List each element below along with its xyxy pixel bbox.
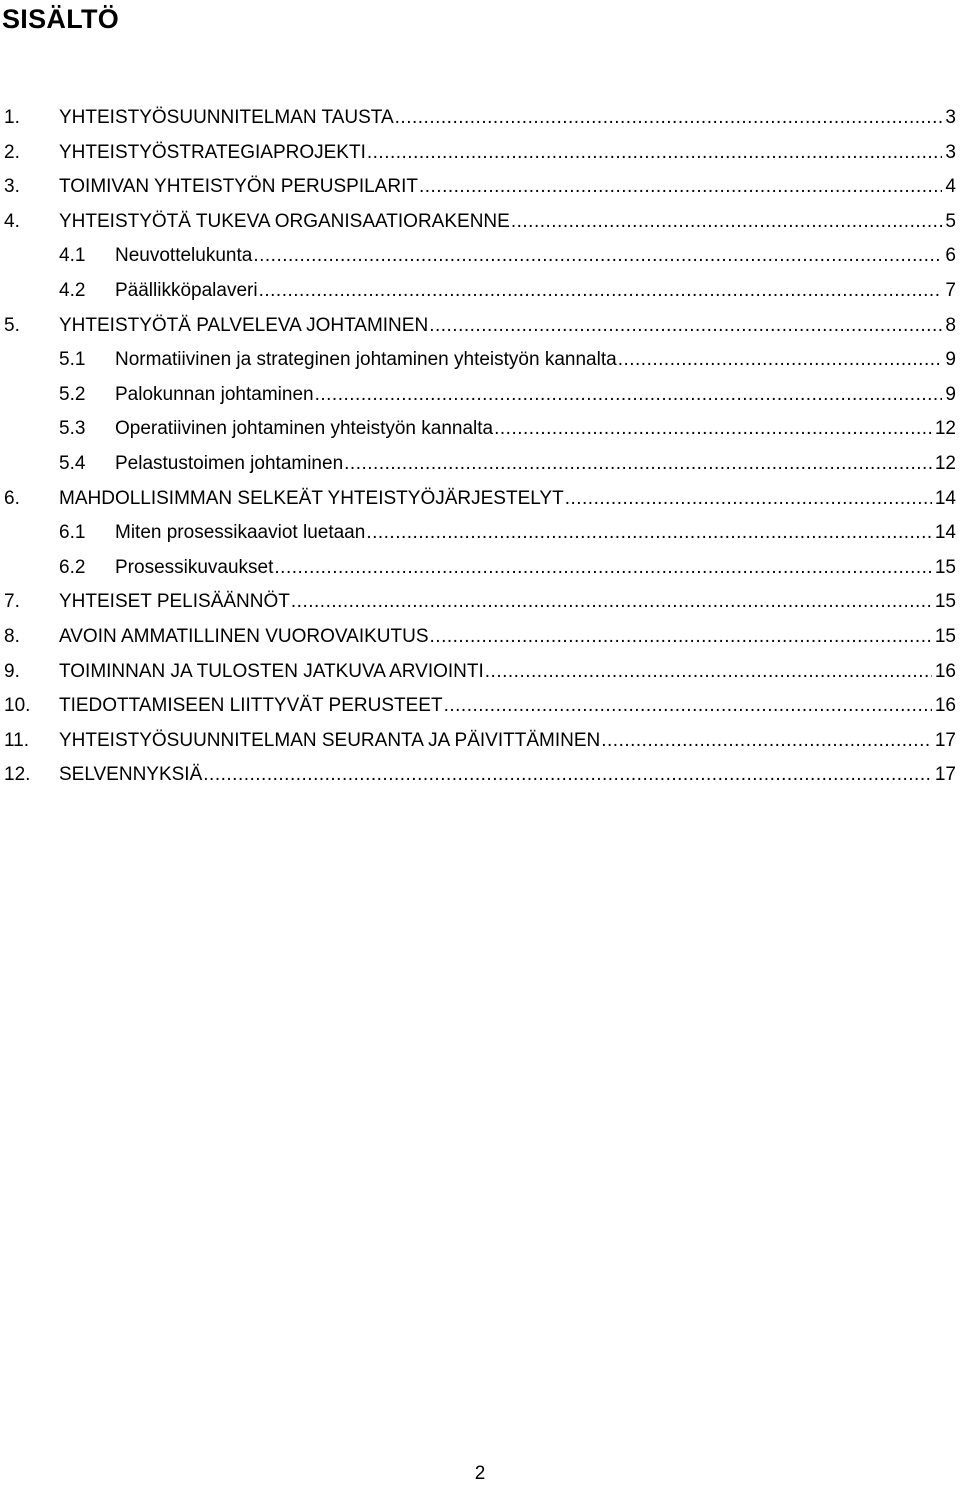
toc-entry[interactable]	[0, 761, 960, 796]
toc-dot-leader	[315, 381, 943, 409]
toc-entry[interactable]	[0, 658, 960, 693]
table-of-contents	[0, 104, 960, 796]
toc-entry-page: 3	[945, 107, 956, 128]
toc-entry-label: Pelastustoimen johtaminen	[115, 452, 344, 474]
toc-entry-page: 9	[945, 349, 956, 371]
toc-entry-number: 5.	[4, 314, 20, 336]
toc-entry-label: YHTEISTYÖSUUNNITELMAN SEURANTA JA PÄIVITTÄMINEN	[59, 729, 601, 751]
toc-dot-leader	[395, 104, 943, 132]
toc-entry-line	[115, 381, 956, 409]
toc-entry[interactable]	[0, 312, 960, 347]
toc-entry-page: 15	[934, 556, 956, 578]
toc-entry-page: 15	[934, 625, 956, 647]
toc-entry-line	[59, 692, 956, 720]
toc-entry-line	[115, 346, 956, 374]
toc-entry[interactable]	[0, 242, 960, 277]
toc-dot-leader	[618, 346, 943, 374]
toc-dot-leader	[511, 208, 943, 236]
toc-entry-page: 9	[945, 383, 956, 405]
toc-entry[interactable]	[0, 692, 960, 727]
toc-entry-page: 7	[945, 279, 956, 301]
toc-entry-number: 5.3	[59, 418, 86, 440]
toc-entry-number: 4.1	[59, 245, 86, 267]
toc-entry-label: Operatiivinen johtaminen yhteistyön kannalta	[115, 418, 494, 440]
toc-entry-line	[59, 658, 956, 686]
page-number: 2	[474, 1463, 486, 1484]
toc-entry[interactable]	[0, 104, 960, 139]
toc-entry-page: 4	[945, 176, 956, 198]
toc-entry[interactable]	[0, 588, 960, 623]
toc-dot-leader	[419, 173, 942, 201]
toc-entry-number: 4.2	[59, 279, 86, 301]
toc-entry-page: 5	[945, 210, 956, 232]
toc-entry-number: 3.	[4, 176, 20, 198]
toc-entry-number: 4.	[4, 210, 20, 232]
toc-entry-line	[115, 242, 956, 270]
toc-entry-number: 11.	[4, 729, 30, 751]
toc-entry-label: Palokunnan johtaminen	[115, 383, 314, 405]
toc-entry-label: YHTEISET PELISÄÄNNÖT	[59, 591, 290, 613]
toc-dot-leader	[259, 277, 943, 305]
toc-entry-label: Normatiivinen ja strateginen johtaminen yhteistyön kannalta	[115, 349, 617, 371]
toc-entry-line	[59, 623, 956, 651]
toc-entry-line	[59, 139, 956, 167]
toc-entry-page: 14	[934, 522, 956, 544]
toc-entry-line	[59, 173, 956, 201]
toc-entry-page: 14	[934, 487, 956, 509]
toc-entry-number: 5.4	[59, 452, 86, 474]
toc-dot-leader	[430, 623, 932, 651]
toc-entry-line	[59, 727, 956, 755]
toc-entry-number: 1.	[4, 107, 20, 128]
toc-entry-line	[59, 485, 956, 513]
toc-entry[interactable]	[0, 173, 960, 208]
toc-entry-number: 6.1	[59, 522, 86, 544]
toc-entry-label: TOIMINNAN JA TULOSTEN JATKUVA ARVIOINTI	[59, 660, 484, 682]
toc-entry-number: 12.	[4, 764, 31, 786]
toc-entry-number: 5.1	[59, 349, 86, 371]
toc-entry-page: 16	[934, 660, 956, 682]
toc-entry[interactable]	[0, 277, 960, 312]
toc-entry-number: 2.	[4, 141, 20, 163]
toc-entry-number: 6.2	[59, 556, 86, 578]
toc-dot-leader	[274, 554, 931, 582]
toc-dot-leader	[565, 485, 932, 513]
toc-entry-page: 8	[945, 314, 956, 336]
toc-entry-line	[115, 415, 956, 443]
toc-dot-leader	[253, 242, 942, 270]
toc-entry-line	[115, 450, 956, 478]
toc-dot-leader	[366, 519, 932, 547]
toc-entry-number: 5.2	[59, 383, 86, 405]
toc-dot-leader	[494, 415, 932, 443]
page-title: SISÄLTÖ	[2, 4, 120, 34]
toc-entry-number: 10.	[4, 695, 31, 717]
toc-entry-line	[59, 761, 956, 789]
toc-entry-page: 3	[945, 141, 956, 163]
toc-dot-leader	[444, 692, 932, 720]
toc-entry-line	[115, 554, 956, 582]
toc-entry-page: 17	[934, 729, 956, 751]
toc-entry-label: MAHDOLLISIMMAN SELKEÄT YHTEISTYÖJÄRJESTELYT	[59, 487, 564, 509]
toc-entry[interactable]	[0, 139, 960, 174]
toc-entry[interactable]	[0, 415, 960, 450]
toc-entry-line	[59, 588, 956, 616]
toc-entry[interactable]	[0, 623, 960, 658]
toc-entry-page: 12	[934, 452, 956, 474]
toc-entry-line	[59, 208, 956, 236]
toc-entry-label: Päällikköpalaveri	[115, 279, 258, 301]
toc-entry-label: SELVENNYKSIÄ	[59, 764, 203, 786]
toc-entry[interactable]	[0, 381, 960, 416]
toc-entry[interactable]	[0, 208, 960, 243]
toc-entry-label: YHTEISTYÖSUUNNITELMAN TAUSTA	[59, 107, 394, 128]
toc-entry-page: 17	[934, 764, 956, 786]
toc-entry-page: 12	[934, 418, 956, 440]
toc-dot-leader	[429, 312, 942, 340]
toc-entry-label: YHTEISTYÖSTRATEGIAPROJEKTI	[59, 141, 366, 163]
toc-dot-leader	[367, 139, 943, 167]
toc-entry[interactable]	[0, 519, 960, 554]
toc-entry-label: Prosessikuvaukset	[115, 556, 274, 578]
toc-entry-label: TOIMIVAN YHTEISTYÖN PERUSPILARIT	[59, 176, 418, 198]
toc-entry-number: 9.	[4, 660, 20, 682]
toc-entry-label: AVOIN AMMATILLINEN VUOROVAIKUTUS	[59, 625, 429, 647]
toc-entry[interactable]	[0, 554, 960, 589]
toc-entry-label: YHTEISTYÖTÄ TUKEVA ORGANISAATIORAKENNE	[59, 210, 510, 232]
toc-entry-label: Neuvottelukunta	[115, 245, 253, 267]
toc-entry-label: Miten prosessikaaviot luetaan	[115, 522, 366, 544]
toc-dot-leader	[344, 450, 932, 478]
toc-dot-leader	[291, 588, 932, 616]
toc-entry-number: 8.	[4, 625, 20, 647]
toc-entry-line	[115, 519, 956, 547]
toc-entry-number: 6.	[4, 487, 20, 509]
toc-entry[interactable]	[0, 450, 960, 485]
toc-dot-leader	[485, 658, 932, 686]
toc-dot-leader	[601, 727, 932, 755]
toc-entry-label: YHTEISTYÖTÄ PALVELEVA JOHTAMINEN	[59, 314, 429, 336]
toc-entry-page: 16	[934, 695, 956, 717]
toc-entry-line	[115, 277, 956, 305]
toc-entry[interactable]	[0, 485, 960, 520]
toc-dot-leader	[203, 761, 932, 789]
toc-entry-number: 7.	[4, 591, 20, 613]
toc-entry-line	[59, 104, 956, 132]
toc-entry[interactable]	[0, 727, 960, 762]
toc-entry[interactable]	[0, 346, 960, 381]
toc-entry-page: 15	[934, 591, 956, 613]
toc-entry-page: 6	[945, 245, 956, 267]
toc-entry-label: TIEDOTTAMISEEN LIITTYVÄT PERUSTEET	[59, 695, 443, 717]
toc-entry-line	[59, 312, 956, 340]
